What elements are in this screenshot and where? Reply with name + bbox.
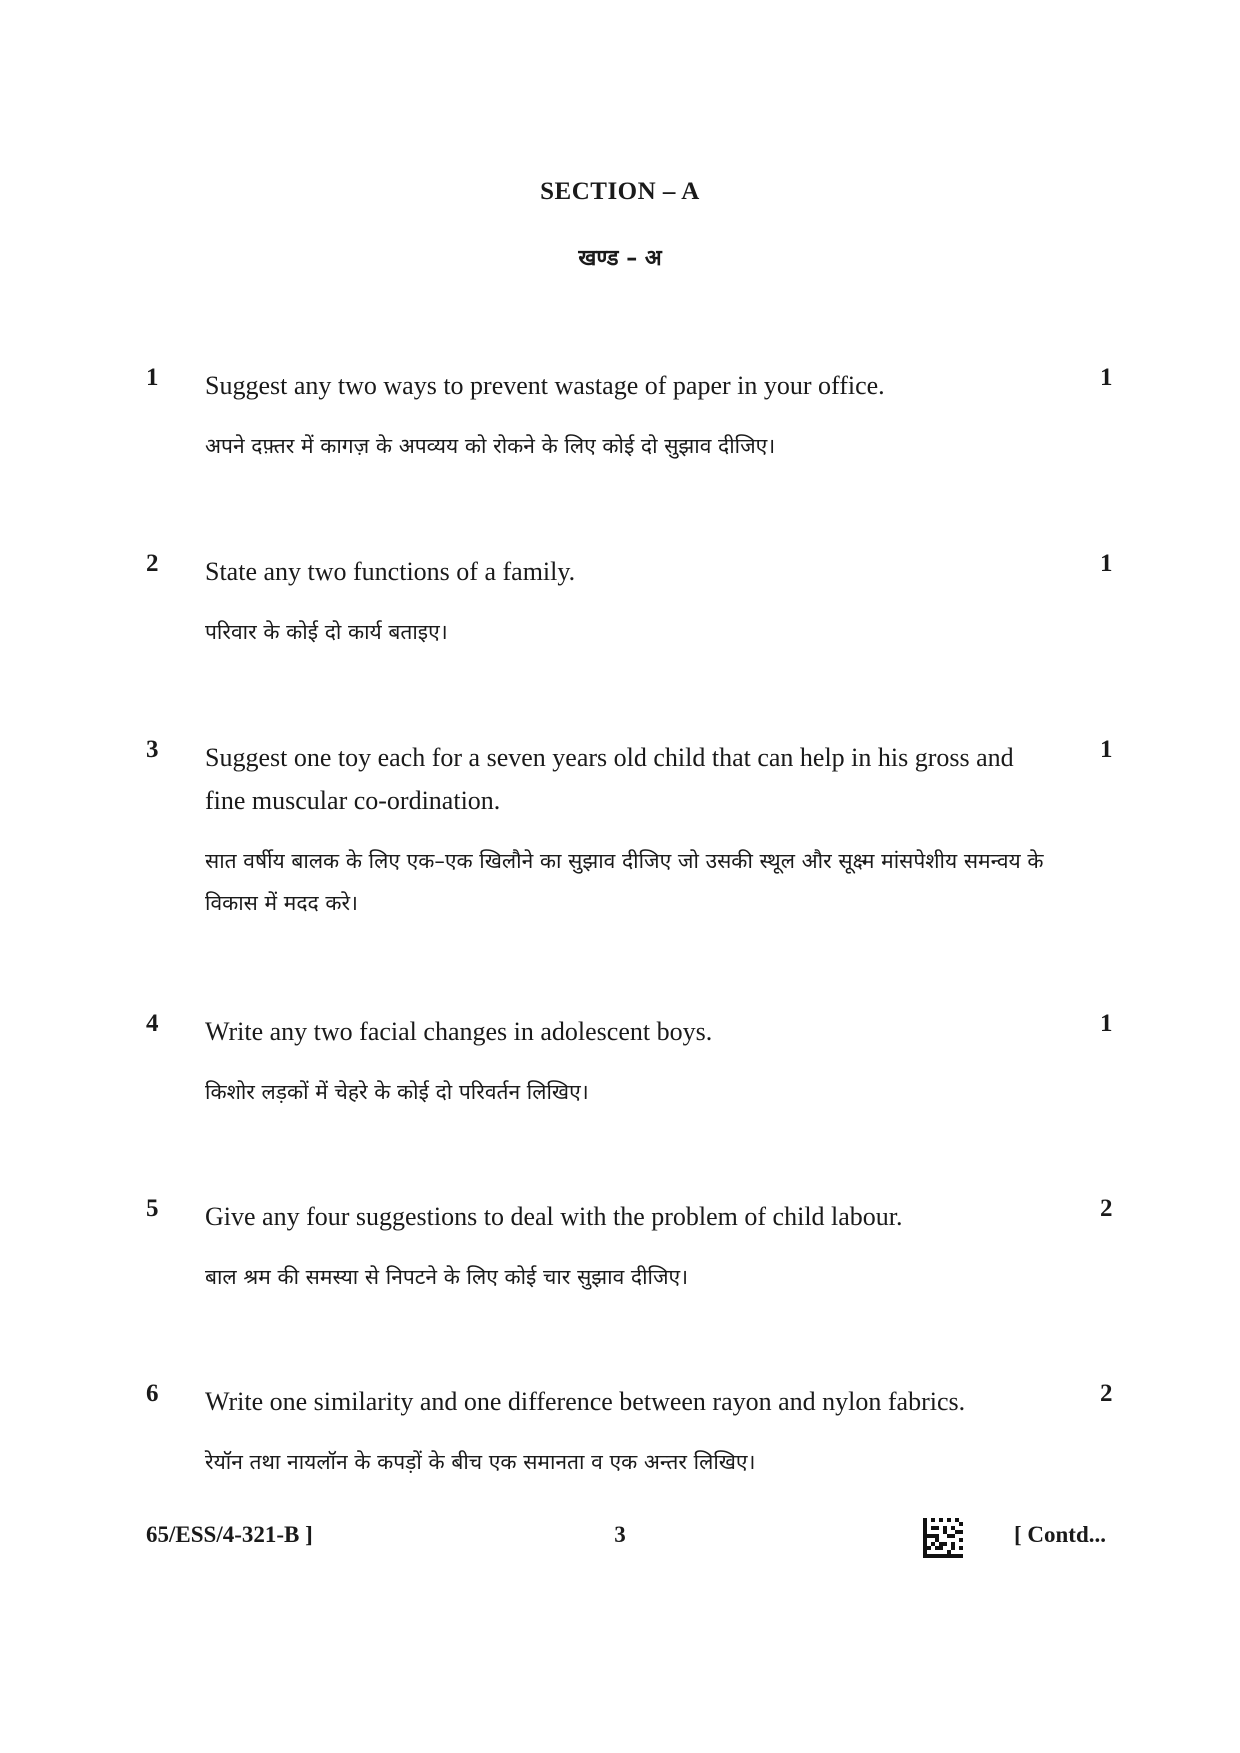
question-text-en: State any two functions of a family. <box>205 557 576 586</box>
question-marks: 1 <box>1100 1010 1113 1037</box>
question-marks: 1 <box>1100 736 1113 763</box>
question-marks: 2 <box>1100 1195 1113 1222</box>
paper-code: 65/ESS/4-321-B ] <box>146 1522 313 1547</box>
question-marks: 1 <box>1100 550 1113 577</box>
question-number: 4 <box>146 1010 159 1037</box>
question-text-hi: बाल श्रम की समस्या से निपटने के लिए कोई चार सुझाव दीजिए। <box>205 1265 689 1289</box>
question-number: 3 <box>146 736 159 763</box>
section-title: SECTION – A <box>540 178 700 205</box>
section-title-hindi: खण्ड – अ <box>578 246 662 271</box>
question-text-hi: किशोर लड़कों में चेहरे के कोई दो परिवर्तन लिखिए। <box>205 1080 589 1104</box>
question-number: 5 <box>146 1195 159 1222</box>
question-text-hi: सात वर्षीय बालक के लिए एक–एक खिलौने का सुझाव दीजिए जो उसकी स्थूल और सूक्ष्म मांसपेशीय समन्वय के विकास में मदद करे। <box>205 849 1044 915</box>
question-text-en: Write one similarity and one difference between rayon and nylon fabrics. <box>205 1387 966 1416</box>
page-number: 3 <box>614 1522 626 1547</box>
question-marks: 1 <box>1100 364 1113 391</box>
question-text-hi: रेयॉन तथा नायलॉन के कपड़ों के बीच एक समानता व एक अन्तर लिखिए। <box>205 1450 756 1474</box>
qr-code-icon <box>923 1518 963 1558</box>
question-number: 2 <box>146 550 159 577</box>
continued-label: [ Contd... <box>1014 1522 1107 1547</box>
question-text-en: Suggest any two ways to prevent wastage of paper in your office. <box>205 371 885 400</box>
question-number: 1 <box>146 364 159 391</box>
question-text-hi: परिवार के कोई दो कार्य बताइए। <box>205 620 448 644</box>
question-text-en: Suggest one toy each for a seven years old child that can help in his gross and fine muscular co-ordination. <box>205 743 1014 815</box>
question-text-en: Give any four suggestions to deal with the problem of child labour. <box>205 1202 903 1231</box>
question-text-en: Write any two facial changes in adolescent boys. <box>205 1017 713 1046</box>
question-number: 6 <box>146 1380 159 1407</box>
question-text-hi: अपने दफ़्तर में कागज़ के अपव्यय को रोकने के लिए कोई दो सुझाव दीजिए। <box>205 434 776 458</box>
question-marks: 2 <box>1100 1380 1113 1407</box>
